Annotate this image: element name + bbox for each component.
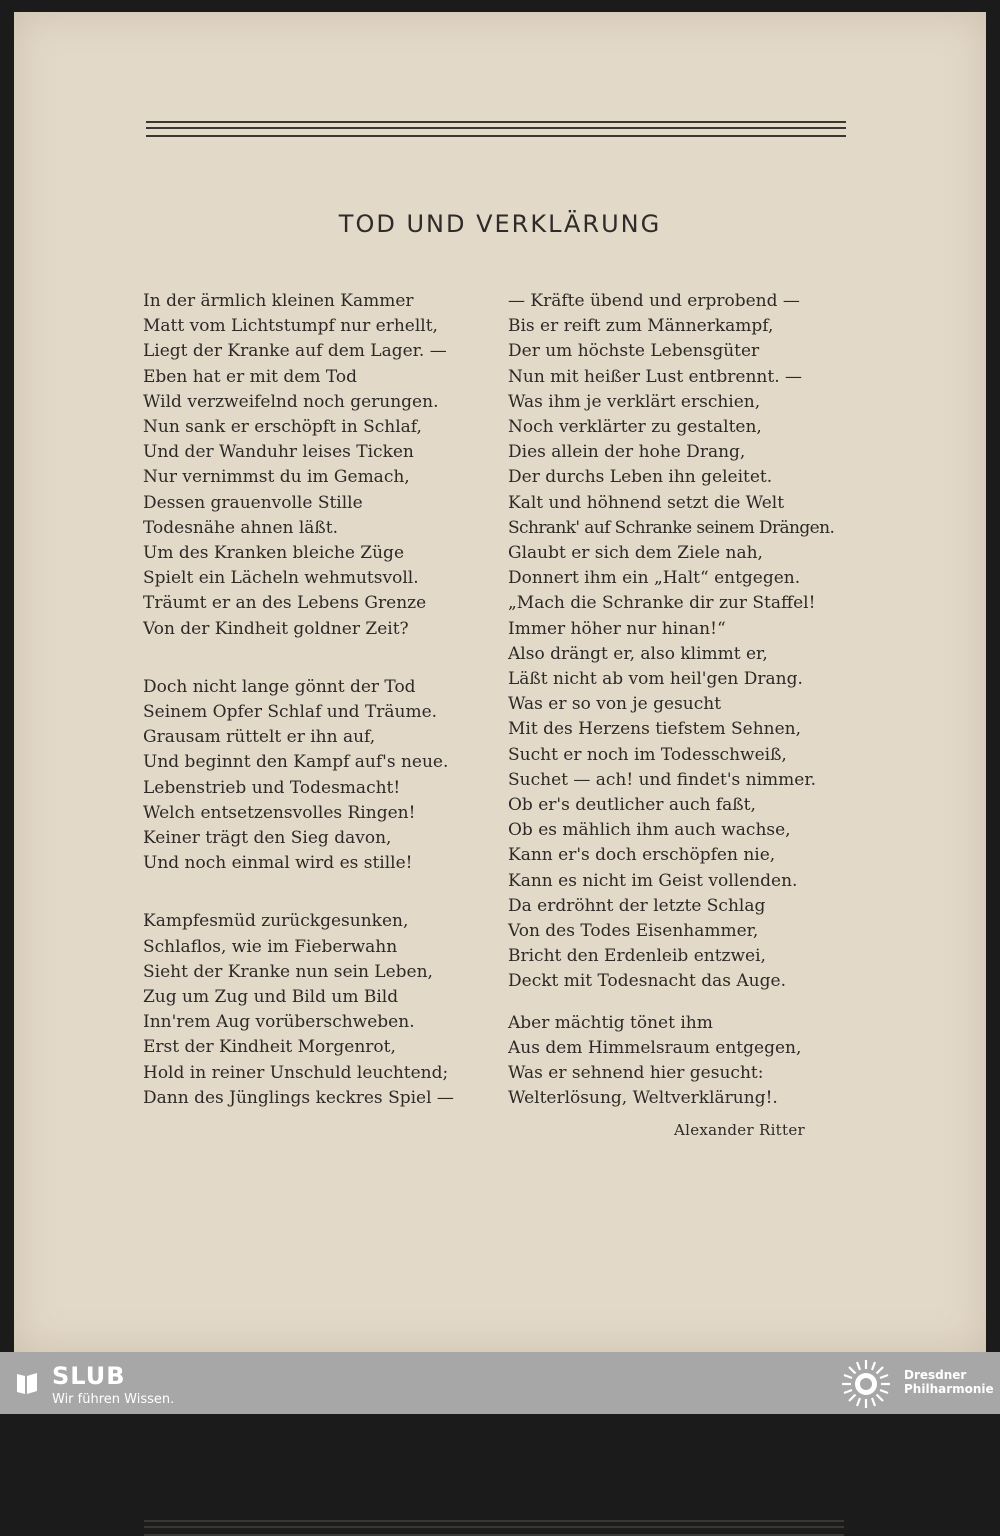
poem-line: Ob es mählich ihm auch wachse, — [508, 820, 791, 841]
poem-line: Spielt ein Lächeln wehmutsvoll. — [143, 568, 419, 589]
poem-line: Todesnähe ahnen läßt. — [143, 517, 339, 538]
poem-line: Doch nicht lange gönnt der Tod — [143, 676, 416, 697]
poem-line: Inn'rem Aug vorüberschweben. — [143, 1012, 415, 1033]
poem-line: Dies allein der hohe Drang, — [508, 442, 746, 463]
poem-line: Kampfesmüd zurückgesunken, — [143, 911, 409, 932]
poem-line: Sucht er noch im Todesschweiß, — [508, 744, 787, 765]
poem-line: Grausam rüttelt er ihn auf, — [143, 727, 376, 748]
poem-line: Welterlösung, Weltverklärung!. — [508, 1088, 778, 1109]
poem-line: Nur vernimmst du im Gemach, — [143, 467, 410, 488]
poem-line: Läßt nicht ab vom heil'gen Drang. — [508, 669, 803, 690]
book-icon — [14, 1370, 40, 1396]
poem-line: In der ärmlich kleinen Kammer — [143, 291, 414, 311]
poem-line: Schrank' auf Schranke seinem Drängen. — [508, 517, 835, 538]
poem-line: Nun sank er erschöpft in Schlaf, — [143, 417, 422, 438]
poem-line: Zug um Zug und Bild um Bild — [143, 987, 399, 1008]
top-decorative-rule — [146, 121, 846, 137]
poem-line: Mit des Herzens tiefstem Sehnen, — [508, 719, 802, 740]
poem-line: Bricht den Erdenleib entzwei, — [508, 946, 766, 967]
poem-line: Keiner trägt den Sieg davon, — [143, 828, 392, 849]
poem-line: Und der Wanduhr leises Ticken — [143, 442, 414, 463]
poem-line: Träumt er an des Lebens Grenze — [143, 593, 427, 614]
poem-line: Matt vom Lichtstumpf nur erhellt, — [143, 316, 438, 337]
stanza-left-2 — [143, 675, 454, 877]
document-page — [14, 12, 986, 1352]
poem-line: Was ihm je verklärt erschien, — [508, 391, 761, 412]
poem-line: Nun mit heißer Lust entbrennt. — — [508, 366, 803, 387]
poem-line: Ob er's deutlicher auch faßt, — [508, 795, 756, 816]
poem-line: Von der Kindheit goldner Zeit? — [143, 618, 409, 639]
poem-line: Sieht der Kranke nun sein Leben, — [143, 961, 433, 982]
poem-line: Was er sehnend hier gesucht: — [508, 1063, 764, 1084]
poem-line: Lebenstrieb und Todesmacht! — [143, 777, 401, 798]
poem-line: Seinem Opfer Schlaf und Träume. — [143, 702, 438, 723]
poem-line: Da erdröhnt der letzte Schlag — [508, 895, 766, 916]
poem-author: Alexander Ritter — [674, 1121, 805, 1139]
stanza-left-1 — [143, 289, 454, 642]
poem-line: Glaubt er sich dem Ziele nah, — [508, 543, 763, 564]
poem-line: Dessen grauenvolle Stille — [143, 492, 363, 513]
poem-line: Bis er reift zum Männerkampf, — [508, 316, 774, 337]
stanza-right-2 — [508, 1011, 834, 1112]
poem-line: Von des Todes Eisenhammer, — [508, 921, 759, 942]
poem-line: Immer höher nur hinan!“ — [508, 618, 726, 639]
poem-right-column — [508, 289, 834, 1112]
poem-line: — Kräfte übend und erprobend — — [508, 291, 800, 311]
poem-line: Suchet — ach! und findet's nimmer. — [508, 769, 817, 790]
poem-line: Donnert ihm ein „Halt“ entgegen. — [508, 568, 801, 589]
poem-line: Also drängt er, also klimmt er, — [508, 643, 768, 664]
poem-line: „Mach die Schranke dir zur Staffel! — [508, 593, 816, 614]
poem-line: Dann des Jünglings keckres Spiel — — [143, 1087, 454, 1108]
poem-line: Erst der Kindheit Morgenrot, — [143, 1037, 396, 1058]
poem-line: Aus dem Himmelsraum entgegen, — [508, 1037, 802, 1058]
poem-line: Und noch einmal wird es stille! — [143, 853, 413, 874]
poem-line: Der um höchste Lebensgüter — [508, 341, 760, 362]
poem-line: Der durchs Leben ihn geleitet. — [508, 467, 773, 488]
poem-line: Hold in reiner Unschuld leuchtend; — [143, 1062, 449, 1083]
stanza-right-1 — [508, 289, 834, 995]
poem-line: Und beginnt den Kampf auf's neue. — [143, 752, 449, 773]
poem-line: Was er so von je gesucht — [508, 694, 722, 715]
poem-line: Wild verzweifelnd noch gerungen. — [143, 391, 439, 412]
philharmonie-brand — [904, 1368, 994, 1396]
poem-line: Schlaflos, wie im Fieberwahn — [143, 936, 398, 957]
poem-line: Kalt und höhnend setzt die Welt — [508, 492, 785, 513]
bottom-decorative-rule — [144, 1520, 844, 1536]
slub-brand: SLUB — [52, 1362, 126, 1390]
poem-line: Welch entsetzensvolles Ringen! — [143, 802, 416, 823]
poem-line: Um des Kranken bleiche Züge — [143, 543, 405, 564]
poem-title: TOD UND VERKLÄRUNG — [338, 210, 662, 238]
poem-line: Eben hat er mit dem Tod — [143, 366, 358, 387]
poem-line: Kann er's doch erschöpfen nie, — [508, 845, 776, 866]
sunburst-icon — [840, 1358, 892, 1410]
poem-line: Kann es nicht im Geist vollenden. — [508, 870, 798, 891]
poem-left-column — [143, 289, 454, 1111]
stanza-left-3 — [143, 909, 454, 1111]
poem-line: Deckt mit Todesnacht das Auge. — [508, 971, 786, 992]
footer-bar — [0, 1352, 1000, 1414]
philharmonie-brand-line2: Philharmonie — [904, 1382, 994, 1396]
poem-line: Liegt der Kranke auf dem Lager. — — [143, 341, 447, 362]
philharmonie-brand-line1: Dresdner — [904, 1368, 967, 1382]
poem-line: Aber mächtig tönet ihm — [508, 1012, 713, 1033]
poem-line: Noch verklärter zu gestalten, — [508, 417, 762, 438]
slub-tagline: Wir führen Wissen. — [52, 1392, 175, 1407]
